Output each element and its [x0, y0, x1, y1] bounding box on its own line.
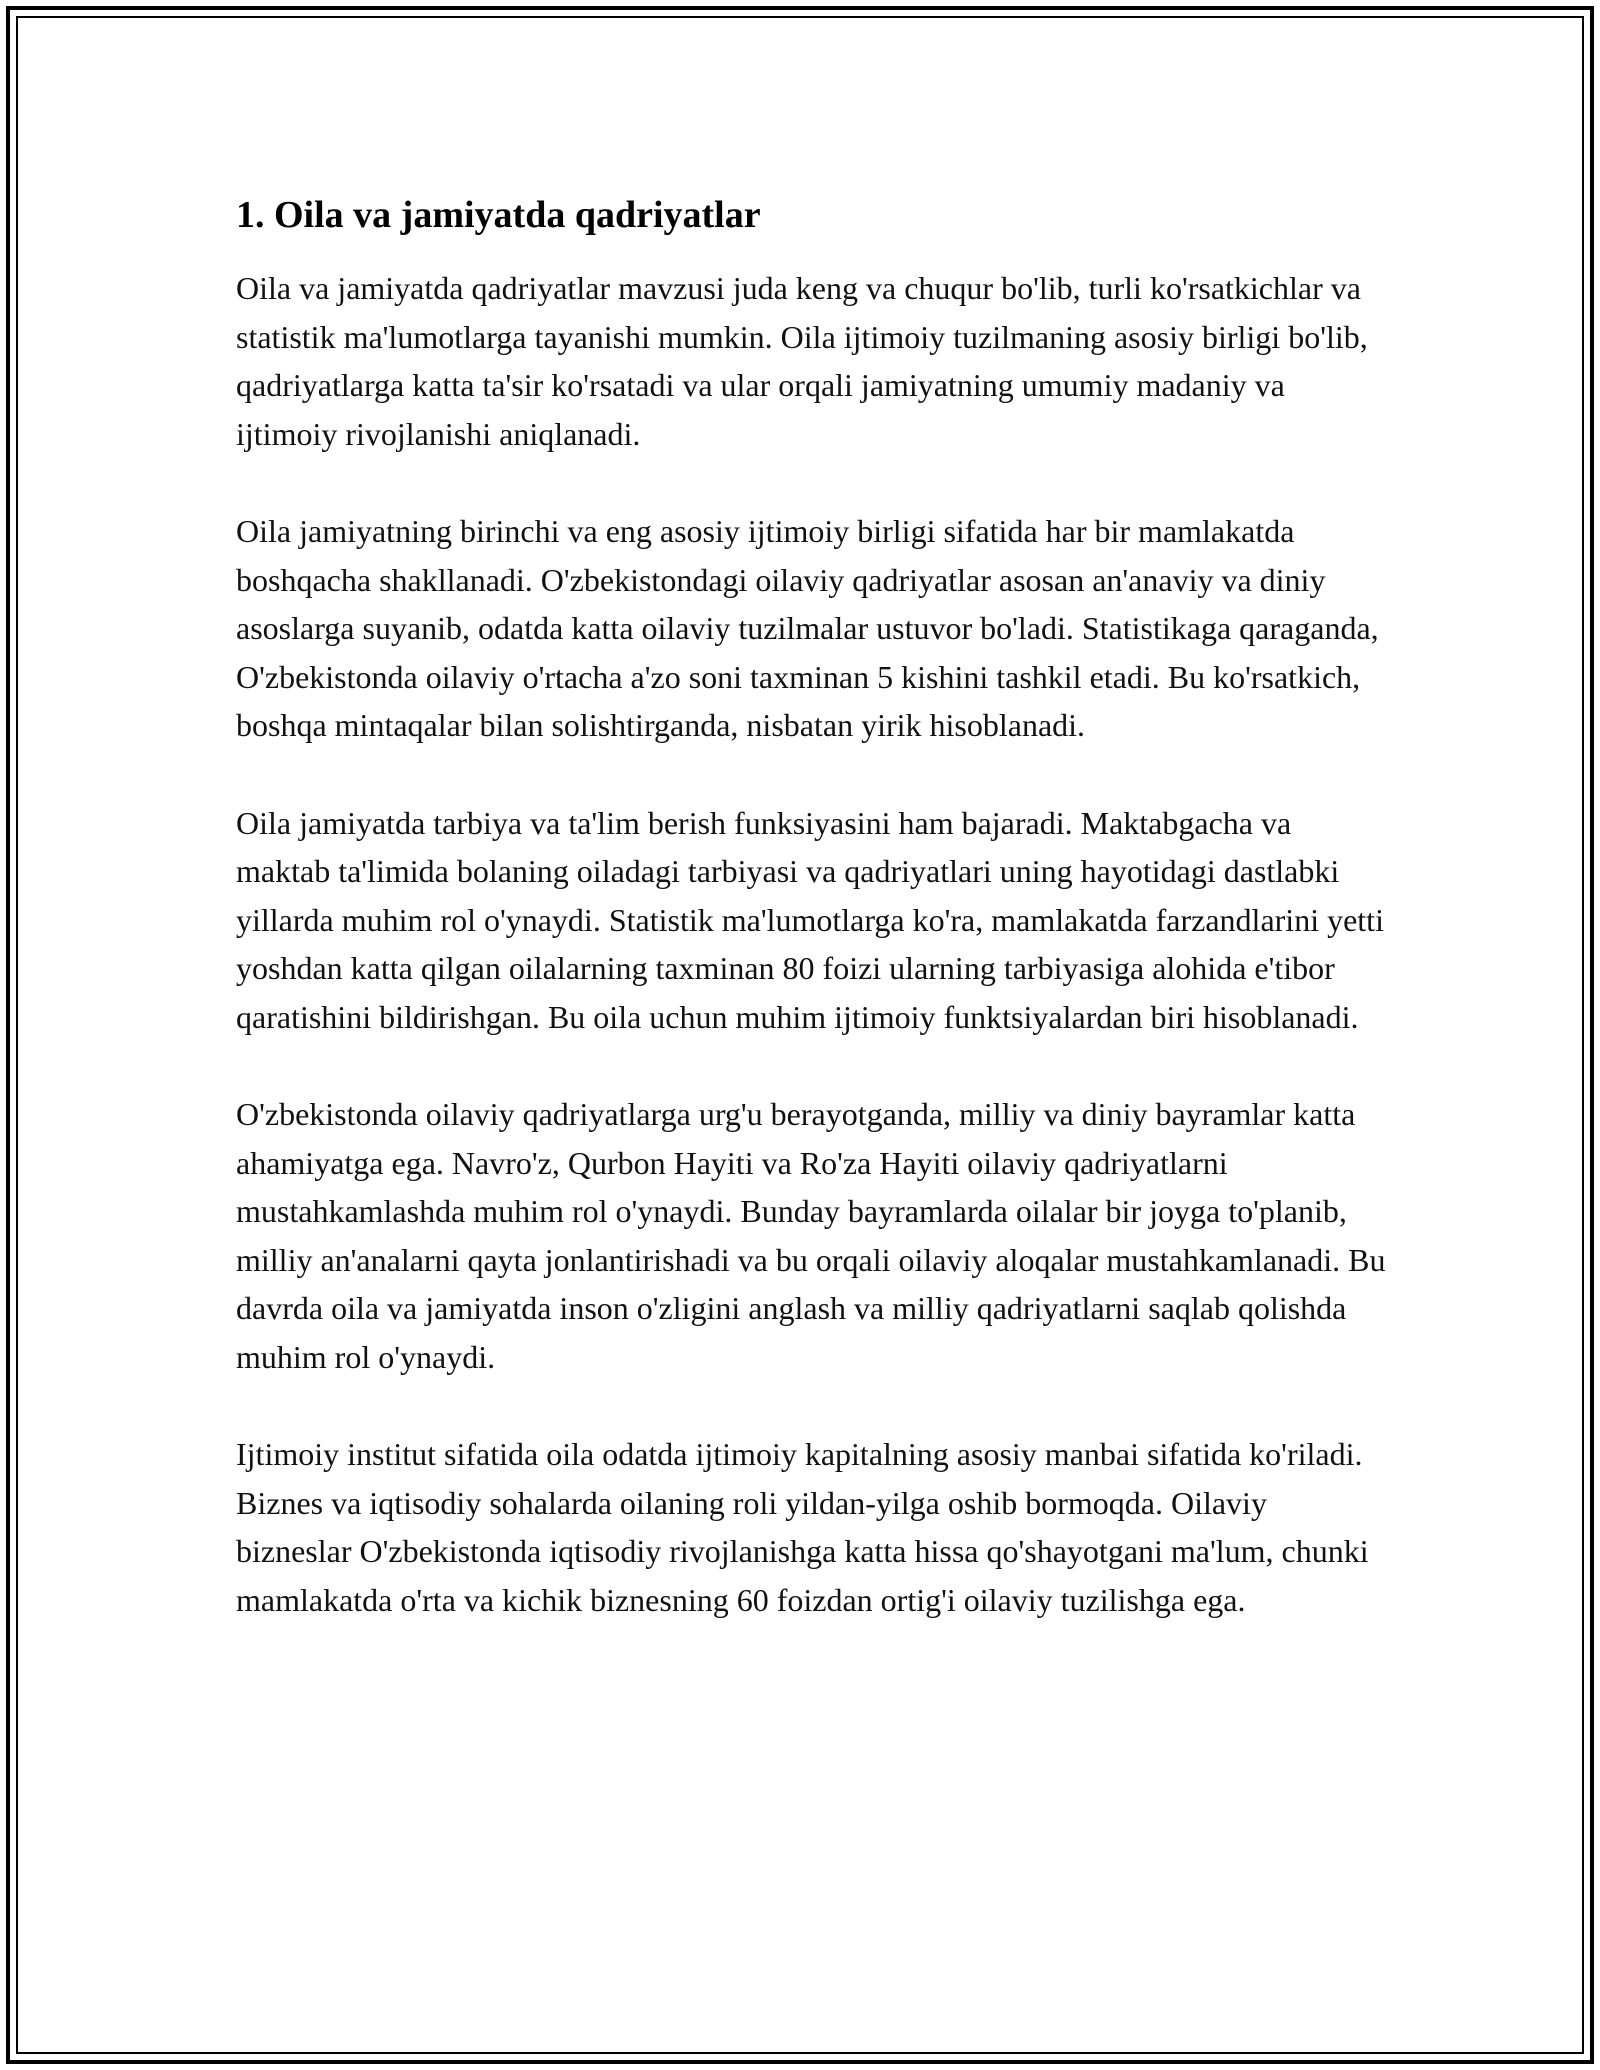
- paragraph-4: O'zbekistonda oilaviy qadriyatlarga urg'u berayotganda, milliy va diniy bayramlar katta ahamiyatga ega. Navro'z, Qurbon Hayiti va Ro'za Hayiti oilaviy qadriyatlarni mustahkamlashda muhim rol o'ynaydi. Bunday bayramlarda oilalar bir joyga to'planib, milliy an'analarni qayta jonlantirishadi va bu orqali oilaviy aloqalar mustahkamlanadi. Bu davrda oila va jamiyatda inson o'zligini anglash va milliy qadriyatlarni saqlab qolishda muhim rol o'ynaydi.: [236, 1096, 1386, 1375]
- paragraph-5: Ijtimoiy institut sifatida oila odatda ijtimoiy kapitalning asosiy manbai sifatida ko'riladi. Biznes va iqtisodiy sohalarda oilaning roli yildan-yilga oshib bormoqda. Oilaviy bizneslar O'zbekistonda iqtisodiy rivojlanishga katta hissa qo'shayotgani ma'lum, chunki mamlakatda o'rta va kichik biznesning 60 foizdan ortig'i oilaviy tuzilishga ega.: [236, 1436, 1369, 1618]
- section-title: 1. Oila va jamiyatda qadriyatlar: [236, 194, 761, 236]
- paragraph-2: Oila jamiyatning birinchi va eng asosiy ijtimoiy birligi sifatida har bir mamlakatda boshqacha shakllanadi. O'zbekistondagi oilaviy qadriyatlar asosan an'anaviy va diniy asoslarga suyanib, odatda katta oilaviy tuzilmalar ustuvor bo'ladi. Statistikaga qaraganda, O'zbekistonda oilaviy o'rtacha a'zo soni taxminan 5 kishini tashkil etadi. Bu ko'rsatkich, boshqa mintaqalar bilan solishtirganda, nisbatan yirik hisoblanadi.: [236, 513, 1379, 743]
- paragraph-3: Oila jamiyatda tarbiya va ta'lim berish funksiyasini ham bajaradi. Maktabgacha va maktab ta'limida bolaning oiladagi tarbiyasi va qadriyatlari uning hayotidagi dastlabki yillarda muhim rol o'ynaydi. Statistik ma'lumotlarga ko'ra, mamlakatda farzandlarini yetti yoshdan katta qilgan oilalarning taxminan 80 foizi ularning tarbiyasiga alohida e'tibor qaratishini bildirishgan. Bu oila uchun muhim ijtimoiy funktsiyalardan biri hisoblanadi.: [236, 804, 1384, 1035]
- paragraph-1: Oila va jamiyatda qadriyatlar mavzusi juda keng va chuqur bo'lib, turli ko'rsatkichlar va statistik ma'lumotlarga tayanishi mumkin. Oila ijtimoiy tuzilmaning asosiy birligi bo'lib, qadriyatlarga katta ta'sir ko'rsatadi va ular orqali jamiyatning umumiy madaniy va ijtimoiy rivojlanishi aniqlanadi.: [236, 270, 1368, 452]
- document-body: [236, 188, 1386, 1673]
